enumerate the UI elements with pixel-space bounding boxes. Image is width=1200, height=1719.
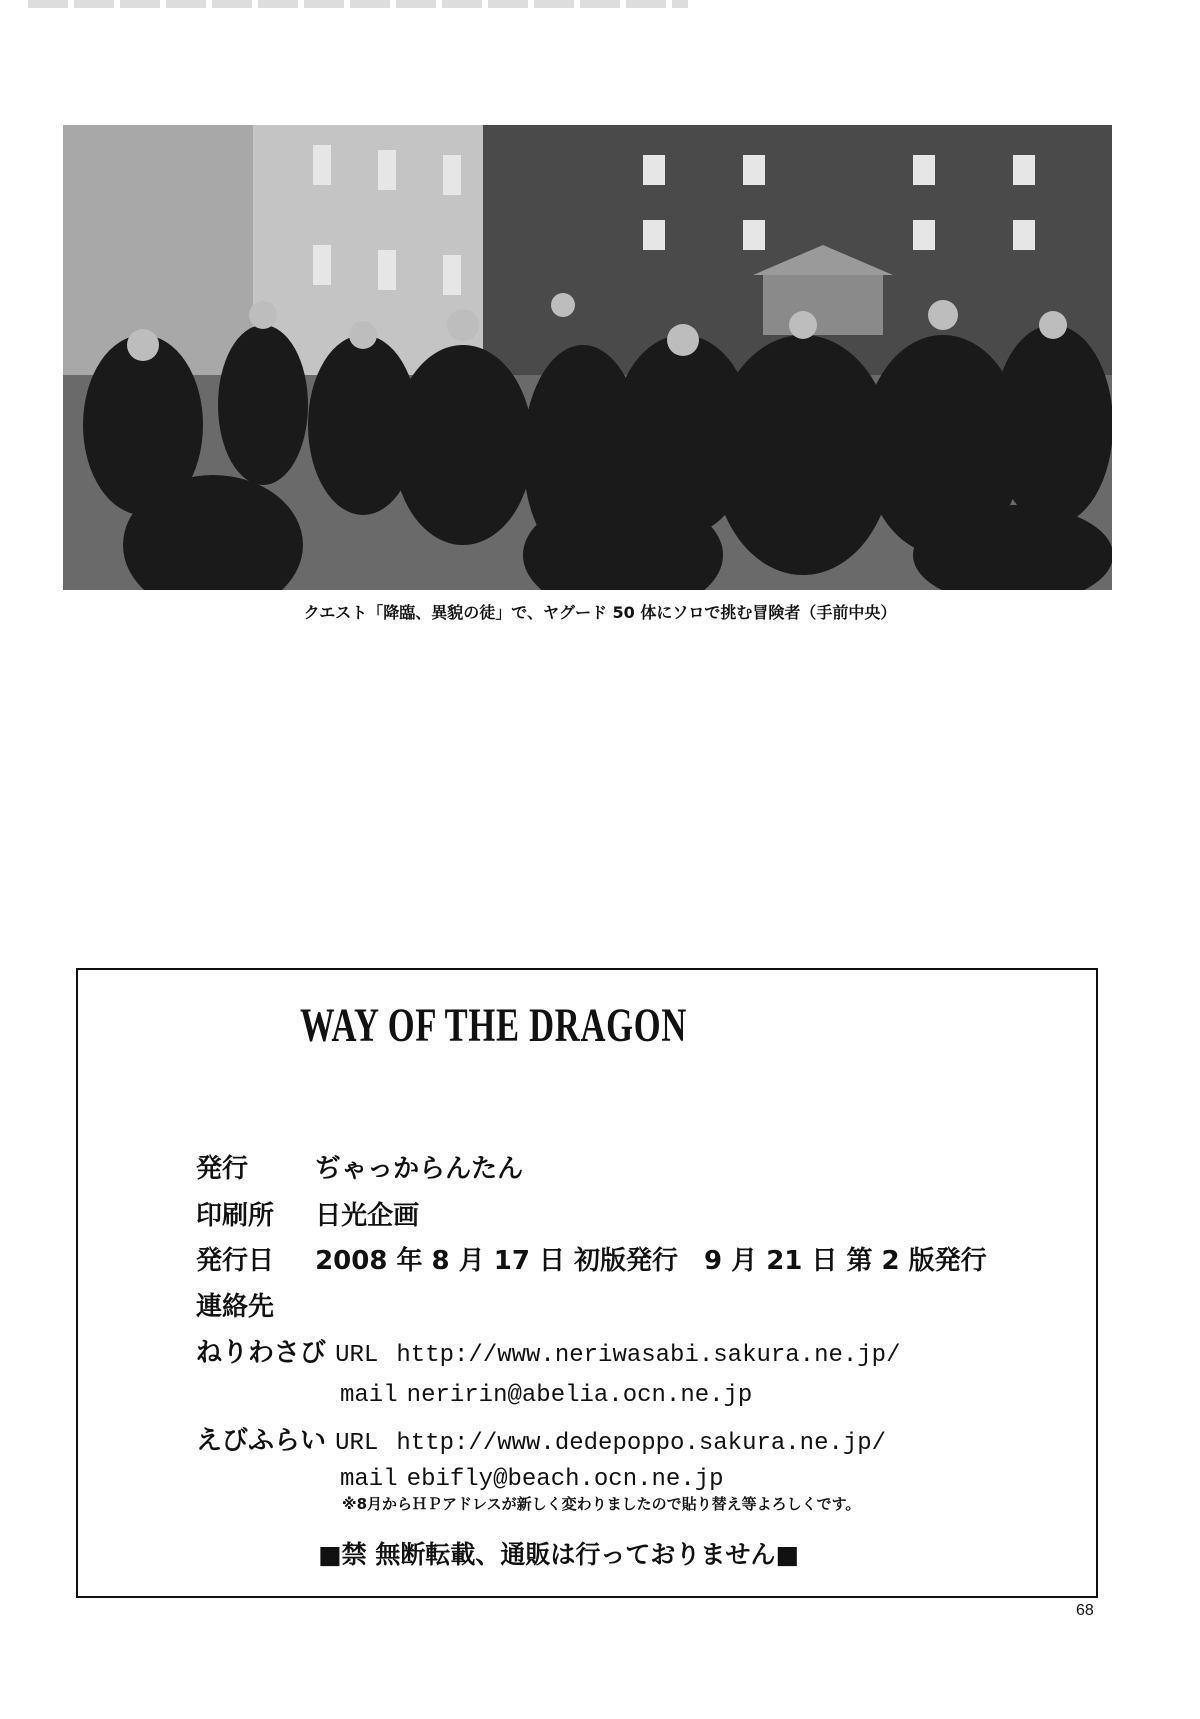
date-value: 2008 年 8 月 17 日 初版発行 9 月 21 日 第 2 版発行 <box>315 1246 987 1276</box>
publisher-value: ぢゃっからんたん <box>315 1154 524 1184</box>
contact2-name: えびふらい <box>196 1426 327 1456</box>
contact-label: 連絡先 <box>196 1292 275 1322</box>
publisher-row <box>196 1148 523 1185</box>
contact1-url-label: URL <box>335 1342 379 1369</box>
printer-row <box>196 1195 419 1232</box>
crowd-fight-photo <box>63 125 1112 590</box>
colophon-box <box>76 968 1098 1598</box>
contact2-mail-label: mail <box>340 1466 398 1493</box>
contact1-mail[interactable]: neririn@abelia.ocn.ne.jp <box>406 1382 753 1409</box>
publisher-label: 発行 <box>196 1154 249 1184</box>
address-change-note: ※8月からＨＰアドレスが新しく変わりましたので貼り替え等よろしくです。 <box>342 1495 861 1513</box>
contact2-mail[interactable]: ebifly@beach.ocn.ne.jp <box>406 1466 724 1493</box>
photo-caption: クエスト「降臨、異貌の徒」で、ヤグード 50 体にソロで挑む冒険者（手前中央） <box>303 603 897 622</box>
header-scan-artifact <box>28 0 688 8</box>
date-row <box>196 1240 987 1277</box>
contact1-url-row <box>196 1332 901 1369</box>
colophon-title: WAY OF THE DRAGON <box>300 999 688 1052</box>
printer-value: 日光企画 <box>315 1201 420 1231</box>
contact2-url-label: URL <box>335 1430 379 1457</box>
contact2-url[interactable]: http://www.dedepoppo.sakura.ne.jp/ <box>396 1430 887 1457</box>
page-number: 68 <box>1076 1602 1094 1619</box>
printer-label: 印刷所 <box>196 1201 275 1231</box>
contact1-name: ねりわさび <box>196 1338 327 1368</box>
contact1-url[interactable]: http://www.neriwasabi.sakura.ne.jp/ <box>396 1342 901 1369</box>
contact1-mail-row <box>340 1378 752 1409</box>
contact2-url-row <box>196 1420 886 1457</box>
contact1-mail-label: mail <box>340 1382 398 1409</box>
prohibition-notice: ■禁 無断転載、通販は行っておりません■ <box>318 1540 799 1569</box>
contact-row <box>196 1286 274 1323</box>
date-label: 発行日 <box>196 1246 275 1276</box>
contact2-mail-row <box>340 1462 724 1493</box>
